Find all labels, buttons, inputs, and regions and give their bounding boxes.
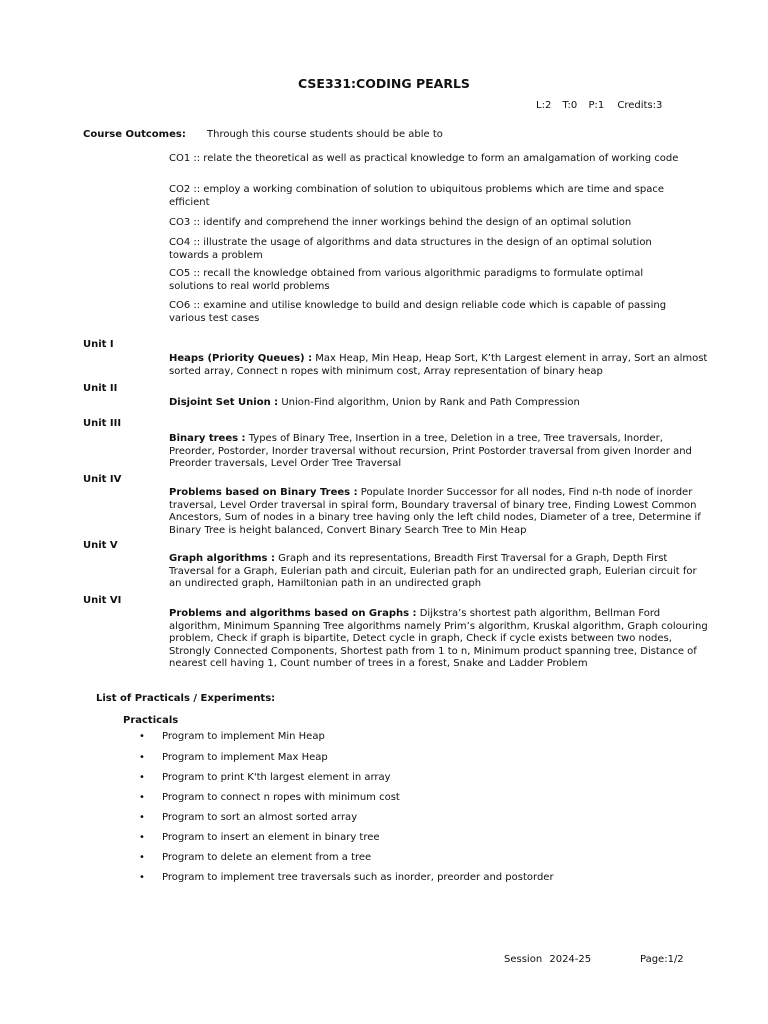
course-outcomes-label: Course Outcomes: xyxy=(83,129,186,140)
bullet-icon: • xyxy=(139,872,145,883)
course-outcome-3: CO3 :: identify and comprehend the inner workings behind the design of an optimal solution xyxy=(169,217,632,228)
practical-hours: P:1 xyxy=(588,100,605,111)
unit-1-topics: Max Heap, Min Heap, Heap Sort, K’th Largest element in array, Sort an almost sorted array, Connect n ropes with minimum cost, Array representation of binary heap xyxy=(169,353,708,377)
course-outcome-4: CO4 :: illustrate the usage of algorithms and data structures in the design of an optimal solution towards a problem xyxy=(169,237,652,261)
practical-item-2: Program to implement Max Heap xyxy=(162,752,328,763)
unit-2-heading: Disjoint Set Union : xyxy=(169,397,279,408)
bullet-icon: • xyxy=(139,731,145,742)
practical-item-4: Program to connect n ropes with minimum cost xyxy=(162,792,400,803)
unit-5-content xyxy=(169,553,709,591)
unit-6-heading: Problems and algorithms based on Graphs : xyxy=(169,608,417,619)
practical-item-3: Program to print K'th largest element in array xyxy=(162,772,391,783)
course-outcome-1: CO1 :: relate the theoretical as well as practical knowledge to form an amalgamation of working code xyxy=(169,153,679,164)
unit-6-content xyxy=(169,608,709,671)
unit-6-topics: Dijkstra’s shortest path algorithm, Bellman Ford algorithm, Minimum Spanning Tree algorithms namely Prim’s algorithm, Kruskal algorithm, Graph colouring problem, Check if graph is bipartite, Detect cycle in graph, Check if cycle exists between two nodes, Strongly Connected Components, Shortest path from 1 to n, Minimum product spanning tree, Distance of nearest cell having 1, Count number of trees in a forest, Snake and Ladder Problem xyxy=(169,608,708,669)
unit-4-label: Unit IV xyxy=(83,474,122,485)
unit-1-heading: Heaps (Priority Queues) : xyxy=(169,353,313,364)
unit-6-label: Unit VI xyxy=(83,595,122,606)
unit-5-heading: Graph algorithms : xyxy=(169,553,275,564)
course-outcome-6: CO6 :: examine and utilise knowledge to build and design reliable code which is capable of passing various test cases xyxy=(169,300,667,324)
unit-3-label: Unit III xyxy=(83,418,122,429)
unit-3-heading: Binary trees : xyxy=(169,433,246,444)
bullet-icon: • xyxy=(139,812,145,823)
course-outcome-2: CO2 :: employ a working combination of solution to ubiquitous problems which are time and space efficient xyxy=(169,184,665,208)
practical-item-1: Program to implement Min Heap xyxy=(162,731,325,742)
unit-1-content xyxy=(169,353,709,378)
unit-3-topics: Types of Binary Tree, Insertion in a tree, Deletion in a tree, Tree traversals, Inorder, Preorder, Postorder, Inorder traversal without recursion, Print Postorder traversal from given Inorder and Preorder traversals, Level Order Tree Traversal xyxy=(169,433,692,469)
practicals-sub-heading: Practicals xyxy=(123,715,179,726)
practical-item-5: Program to sort an almost sorted array xyxy=(162,812,358,823)
unit-4-topics: Populate Inorder Successor for all nodes, Find n-th node of inorder traversal, Level Order traversal in spiral form, Boundary traversal of binary tree, Finding Lowest Common Ancestors, Sum of nodes in a binary tree having only the left child nodes, Diameter of a tree, Determine if Binary Tree is height balanced, Convert Binary Search Tree to Min Heap xyxy=(169,487,701,536)
bullet-icon: • xyxy=(139,832,145,843)
unit-4-heading: Problems based on Binary Trees : xyxy=(169,487,358,498)
unit-2-label: Unit II xyxy=(83,383,118,394)
unit-2-topics: Union-Find algorithm, Union by Rank and Path Compression xyxy=(278,397,580,408)
unit-2-content xyxy=(169,397,709,410)
unit-5-label: Unit V xyxy=(83,540,118,551)
footer-session xyxy=(504,954,591,967)
course-outcome-5: CO5 :: recall the knowledge obtained from various algorithmic paradigms to formulate optimal solutions to real world problems xyxy=(169,268,644,292)
page-number: Page:1/2 xyxy=(640,954,684,965)
credits: Credits:3 xyxy=(617,100,663,111)
bullet-icon: • xyxy=(139,752,145,763)
bullet-icon: • xyxy=(139,792,145,803)
tutorial-hours: T:0 xyxy=(562,100,578,111)
unit-3-content xyxy=(169,433,709,471)
session-label: Session xyxy=(504,954,543,965)
session-value: 2024-25 xyxy=(549,954,592,965)
bullet-icon: • xyxy=(139,852,145,863)
practical-item-7: Program to delete an element from a tree xyxy=(162,852,372,863)
practical-item-8: Program to implement tree traversals such as inorder, preorder and postorder xyxy=(162,872,554,883)
unit-4-content xyxy=(169,487,709,537)
unit-5-topics: Graph and its representations, Breadth First Traversal for a Graph, Depth First Traversal for a Graph, Eulerian path and circuit, Eulerian path for an undirected graph, Eulerian circuit for an undirected graph, Hamiltonian path in an undirected graph xyxy=(169,553,697,589)
course-title: CSE331:CODING PEARLS xyxy=(298,76,470,91)
practicals-list-heading: List of Practicals / Experiments: xyxy=(96,693,276,704)
course-outcomes-intro: Through this course students should be able to xyxy=(207,129,443,140)
lecture-hours: L:2 xyxy=(536,100,552,111)
bullet-icon: • xyxy=(139,772,145,783)
credit-structure xyxy=(536,100,662,113)
unit-1-label: Unit I xyxy=(83,339,114,350)
practical-item-6: Program to insert an element in binary tree xyxy=(162,832,380,843)
